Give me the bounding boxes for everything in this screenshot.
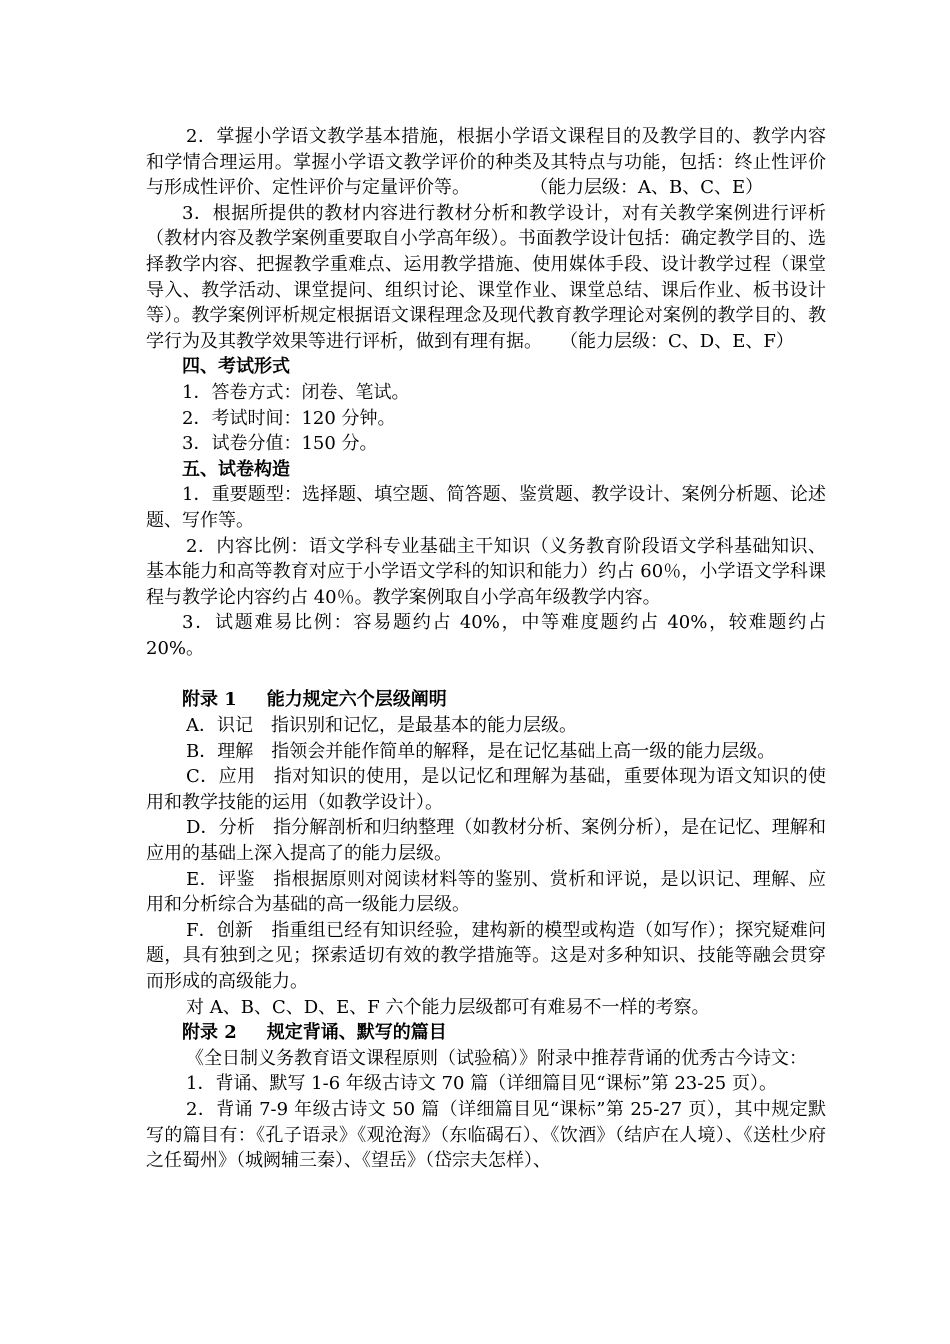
ability-level-note: （能力层级：A、B、C、E） bbox=[530, 177, 764, 199]
ability-level-item: B．理解 指领会并能作简单的解释，是在记忆基础上高一级的能力层级。 bbox=[186, 740, 776, 762]
paragraph-item-2: 2．掌握小学语文教学基本措施，根据小学语文课程目的及教学目的、教学内容和学情合理运用。掌握小学语文教学评价的种类及其特点与功能，包括：终止性评价与形成性评价、定性评价与定量评价等。 （能力层级：A、B、C、E） bbox=[146, 126, 826, 199]
list-item: 1．答卷方式：闭卷、笔试。 bbox=[182, 381, 410, 403]
ability-level-item: C．应用 指对知识的使用，是以记忆和理解为基础，重要体现为语文知识的使用和教学技能的运用（如教学设计）。 bbox=[146, 766, 826, 813]
list-item: 2．内容比例：语文学科专业基础主干知识（义务教育阶段语文学科基础知识、基本能力和高等教育对应于小学语文学科的知识和能力）约占 60％，小学语文学科课程与教学论内容约占 40％。教学案例取自小学高年级教学内容。 bbox=[146, 535, 826, 608]
appendix-2-intro: 《全日制义务教育语文课程原则（试验稿）》附录中推荐背诵的优秀古今诗文： bbox=[186, 1047, 807, 1069]
ability-level-note: （能力层级：C、D、E、F） bbox=[560, 330, 794, 352]
ability-level-item: A．识记 指识别和记忆，是最基本的能力层级。 bbox=[186, 715, 577, 737]
appendix-1-closing: 对 A、B、C、D、E、F 六个能力层级都可有难易不一样的考察。 bbox=[186, 996, 710, 1018]
document-body bbox=[146, 124, 826, 1174]
appendix-2-heading: 附录 2 规定背诵、默写的篇目 bbox=[182, 1022, 447, 1044]
appendix-1-heading: 附录 1 能力规定六个层级阐明 bbox=[182, 689, 447, 711]
list-item: 1．重要题型：选择题、填空题、简答题、鉴赏题、教学设计、案例分析题、论述题、写作等。 bbox=[146, 484, 826, 531]
list-item: 1．背诵、默写 1-6 年级古诗文 70 篇（详细篇目见“课标”第 23-25 页）。 bbox=[186, 1073, 777, 1095]
list-item: 3．试题难易比例：容易题约占 40%，中等难度题约占 40%，较难题约占20%。 bbox=[146, 612, 826, 659]
list-item: 3．试卷分值：150 分。 bbox=[182, 433, 378, 455]
ability-level-item: F．创新 指重组已经有知识经验，建构新的模型或构造（如写作）；探究疑难问题，具有独到之见；探索适切有效的教学措施等。这是对多种知识、技能等融会贯穿而形成的高级能力。 bbox=[146, 919, 826, 992]
section-heading-paper-structure: 五、试卷构造 bbox=[182, 458, 290, 480]
list-item: 2．考试时间：120 分钟。 bbox=[182, 407, 396, 429]
spacer bbox=[146, 661, 826, 687]
list-item: 2．背诵 7-9 年级古诗文 50 篇（详细篇目见“课标”第 25-27 页），其中规定默写的篇目有：《孔子语录》《观沧海》（东临碣石）、《饮酒》（结庐在人境）、《送杜少府之任蜀州》（城阙辅三秦）、《望岳》（岱宗夫怎样）、 bbox=[146, 1098, 826, 1172]
ability-level-item: E．评鉴 指根据原则对阅读材料等的鉴别、赏析和评说，是以识记、理解、应用和分析综合为基础的高一级能力层级。 bbox=[146, 868, 826, 916]
ability-level-item: D．分析 指分解剖析和归纳整理（如教材分析、案例分析），是在记忆、理解和应用的基础上深入提高了的能力层级。 bbox=[146, 817, 827, 865]
section-heading-exam-format: 四、考试形式 bbox=[182, 356, 290, 378]
paragraph-item-3: 3．根据所提供的教材内容进行教材分析和教学设计，对有关教学案例进行评析（教材内容及教学案例重要取自小学高年级）。书面教学设计包括：确定教学目的、选择教学内容、把握教学重难点、运用教学措施、使用媒体手段、设计教学过程（课堂导入、教学活动、课堂提问、组织讨论、课堂作业、课堂总结、课后作业、板书设计等）。教学案例评析规定根据语文课程理念及现代教育教学理论对案例的教学目的、教学行为及其教学效果等进行评析，做到有理有据。 （能力层级：C、D、E、F） bbox=[146, 202, 826, 352]
